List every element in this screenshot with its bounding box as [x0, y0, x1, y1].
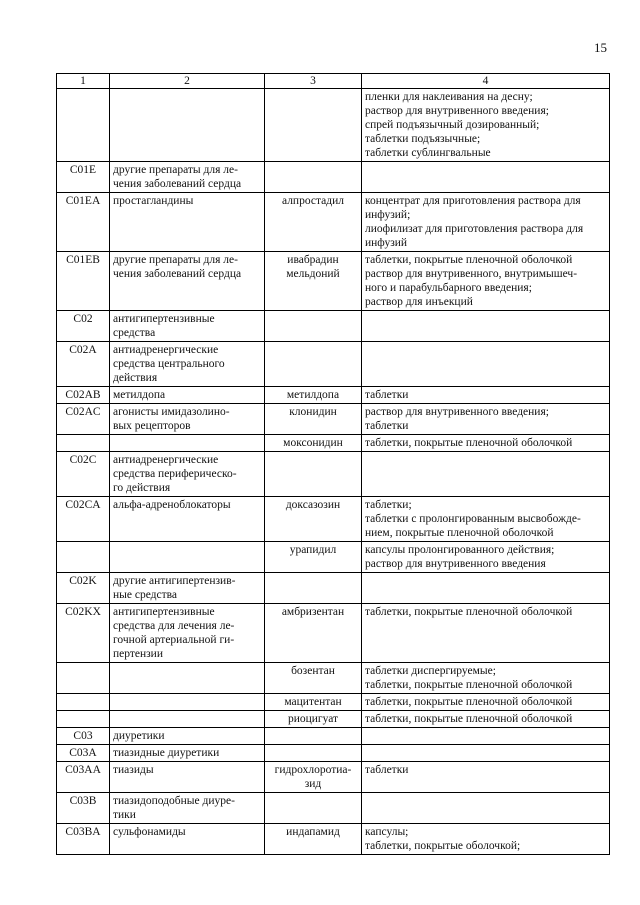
cell-line: средства — [113, 327, 156, 339]
cell-line: чения заболеваний сердца — [113, 268, 242, 280]
table-row — [57, 252, 610, 311]
cell-line: раствор для внутривенного, внутримышеч- — [365, 268, 578, 280]
cell-line: зид — [304, 778, 322, 790]
cell-line: доксазозин — [285, 499, 341, 511]
cell-line: риоцигуат — [287, 713, 339, 725]
drug-name-cell — [265, 604, 362, 663]
group-name-cell — [110, 497, 265, 542]
group-name-cell — [110, 745, 265, 762]
cell-line: ные средства — [113, 589, 178, 601]
atc-code-cell: C02AC — [57, 404, 110, 435]
cell-line: другие антигипертензив- — [113, 575, 236, 587]
cell-line: простагландины — [113, 195, 194, 207]
cell-line: лиофилизат для приготовления раствора для — [365, 223, 584, 235]
cell-line: таблетки — [365, 764, 409, 776]
table-row — [57, 824, 610, 855]
table-row — [57, 311, 610, 342]
dosage-forms-cell — [362, 694, 610, 711]
table-row — [57, 745, 610, 762]
cell-line: таблетки, покрытые пленочной оболочкой — [365, 713, 573, 725]
drug-name-cell — [265, 728, 362, 745]
atc-code-cell — [57, 663, 110, 694]
drug-name-cell — [265, 89, 362, 162]
table-row — [57, 342, 610, 387]
atc-code-cell: C02KX — [57, 604, 110, 663]
atc-code-cell — [57, 435, 110, 452]
table-body — [57, 89, 610, 855]
drug-name-cell — [265, 745, 362, 762]
cell-line: раствор для внутривенного введения; — [365, 406, 549, 418]
cell-line: тики — [113, 809, 136, 821]
dosage-forms-cell — [362, 663, 610, 694]
atc-code-cell: C01E — [57, 162, 110, 193]
cell-line: раствор для внутривенного введения; — [365, 105, 549, 117]
atc-code-cell: C02C — [57, 452, 110, 497]
group-name-cell — [110, 728, 265, 745]
dosage-forms-cell — [362, 793, 610, 824]
cell-line: алпростадил — [281, 195, 344, 207]
dosage-forms-cell — [362, 573, 610, 604]
drug-name-cell — [265, 387, 362, 404]
drug-name-cell — [265, 711, 362, 728]
table-row — [57, 663, 610, 694]
cell-line: капсулы пролонгированного действия; — [365, 544, 555, 556]
table-row — [57, 542, 610, 573]
dosage-forms-cell — [362, 542, 610, 573]
drug-name-cell — [265, 573, 362, 604]
group-name-cell — [110, 663, 265, 694]
cell-line: антиадренергические — [113, 344, 219, 356]
page-number: 15 — [594, 40, 607, 55]
group-name-cell — [110, 604, 265, 663]
cell-line: действия — [113, 372, 158, 384]
table-row — [57, 793, 610, 824]
group-name-cell — [110, 711, 265, 728]
table-row — [57, 452, 610, 497]
cell-line: гочной артериальной ги- — [113, 634, 235, 646]
table-row — [57, 762, 610, 793]
group-name-cell — [110, 573, 265, 604]
group-name-cell — [110, 824, 265, 855]
cell-line: средства центрального — [113, 358, 225, 370]
cell-line: раствор для инъекций — [365, 296, 473, 308]
column-header: 4 — [362, 74, 610, 89]
dosage-forms-cell — [362, 387, 610, 404]
table-row — [57, 404, 610, 435]
dosage-forms-cell — [362, 762, 610, 793]
cell-line: агонисты имидазолино- — [113, 406, 230, 418]
cell-line: другие препараты для ле- — [113, 254, 238, 266]
atc-code-cell — [57, 694, 110, 711]
table-row — [57, 162, 610, 193]
atc-code-cell: C02CA — [57, 497, 110, 542]
group-name-cell — [110, 311, 265, 342]
group-name-cell — [110, 252, 265, 311]
atc-code-cell: C03A — [57, 745, 110, 762]
group-name-cell — [110, 387, 265, 404]
drug-name-cell — [265, 162, 362, 193]
drug-name-cell — [265, 252, 362, 311]
cell-line: спрей подъязычный дозированный; — [365, 119, 540, 131]
dosage-forms-cell — [362, 311, 610, 342]
column-header: 1 — [57, 74, 110, 89]
cell-line: таблетки с пролонгированным высвобожде- — [365, 513, 581, 525]
cell-line: гидрохлоротиа- — [274, 764, 352, 776]
drug-name-cell — [265, 824, 362, 855]
drug-name-cell — [265, 542, 362, 573]
dosage-forms-cell — [362, 162, 610, 193]
atc-code-cell: C01EA — [57, 193, 110, 252]
cell-line: таблетки диспергируемые; — [365, 665, 496, 677]
dosage-forms-cell — [362, 435, 610, 452]
cell-line: другие препараты для ле- — [113, 164, 238, 176]
atc-code-cell: C02 — [57, 311, 110, 342]
dosage-forms-cell — [362, 252, 610, 311]
drug-name-cell — [265, 762, 362, 793]
cell-line: таблетки; — [365, 499, 412, 511]
cell-line: таблетки — [365, 389, 409, 401]
table-row — [57, 728, 610, 745]
cell-line: бозентан — [291, 665, 335, 677]
cell-line: средства периферическо- — [113, 468, 237, 480]
atc-code-cell: C02K — [57, 573, 110, 604]
cell-line: капсулы; — [365, 826, 409, 838]
dosage-forms-cell — [362, 604, 610, 663]
cell-line: метилдопа — [113, 389, 166, 401]
group-name-cell — [110, 193, 265, 252]
group-name-cell — [110, 162, 265, 193]
table-row — [57, 435, 610, 452]
cell-line: таблетки, покрытые пленочной оболочкой — [365, 437, 573, 449]
dosage-forms-cell — [362, 824, 610, 855]
drug-name-cell — [265, 497, 362, 542]
column-header: 3 — [265, 74, 362, 89]
atc-code-cell: C03AA — [57, 762, 110, 793]
table-row — [57, 387, 610, 404]
cell-line: концентрат для приготовления раствора для — [365, 195, 581, 207]
cell-line: нием, покрытые пленочной оболочкой — [365, 527, 554, 539]
atc-code-cell — [57, 711, 110, 728]
cell-line: ивабрадин — [287, 254, 339, 266]
table-row — [57, 193, 610, 252]
table-row — [57, 694, 610, 711]
atc-code-cell: C01EB — [57, 252, 110, 311]
cell-line: пленки для наклеивания на десну; — [365, 91, 533, 103]
atc-code-cell: C03BA — [57, 824, 110, 855]
cell-line: индапамид — [286, 826, 340, 838]
cell-line: средства для лечения ле- — [113, 620, 235, 632]
group-name-cell — [110, 762, 265, 793]
dosage-forms-cell — [362, 497, 610, 542]
column-header: 2 — [110, 74, 265, 89]
group-name-cell — [110, 404, 265, 435]
cell-line: мельдоний — [286, 268, 340, 280]
atc-code-cell — [57, 542, 110, 573]
atc-code-cell: C03 — [57, 728, 110, 745]
table-row — [57, 604, 610, 663]
drug-name-cell — [265, 663, 362, 694]
cell-line: метилдопа — [286, 389, 340, 401]
cell-line: клонидин — [289, 406, 337, 418]
cell-line: таблетки, покрытые оболочкой; — [365, 840, 521, 852]
cell-line: тиазидные диуретики — [113, 747, 220, 759]
cell-line: го действия — [113, 482, 171, 494]
dosage-forms-cell — [362, 193, 610, 252]
group-name-cell — [110, 342, 265, 387]
group-name-cell — [110, 89, 265, 162]
cell-line: антигипертензивные — [113, 606, 215, 618]
cell-line: альфа-адреноблокаторы — [113, 499, 231, 511]
cell-line: ного и парабульбарного введения; — [365, 282, 532, 294]
cell-line: таблетки, покрытые пленочной оболочкой — [365, 696, 573, 708]
cell-line: антиадренергические — [113, 454, 219, 466]
dosage-forms-cell — [362, 728, 610, 745]
cell-line: раствор для внутривенного введения — [365, 558, 546, 570]
dosage-forms-cell — [362, 452, 610, 497]
drug-name-cell — [265, 452, 362, 497]
cell-line: пертензии — [113, 648, 163, 660]
drug-name-cell — [265, 793, 362, 824]
dosage-forms-cell — [362, 89, 610, 162]
cell-line: инфузий; — [365, 209, 411, 221]
cell-line: диуретики — [113, 730, 165, 742]
drug-name-cell — [265, 404, 362, 435]
group-name-cell — [110, 542, 265, 573]
cell-line: таблетки подъязычные; — [365, 133, 481, 145]
table-row — [57, 573, 610, 604]
dosage-forms-cell — [362, 711, 610, 728]
drug-name-cell — [265, 311, 362, 342]
cell-line: таблетки — [365, 420, 409, 432]
table-row — [57, 497, 610, 542]
dosage-forms-cell — [362, 404, 610, 435]
drug-name-cell — [265, 342, 362, 387]
cell-line: тиазидоподобные диуре- — [113, 795, 235, 807]
atc-code-cell: C02AB — [57, 387, 110, 404]
header-row — [57, 74, 610, 89]
cell-line: вых рецепторов — [113, 420, 191, 432]
group-name-cell — [110, 452, 265, 497]
group-name-cell — [110, 435, 265, 452]
drug-name-cell — [265, 193, 362, 252]
cell-line: амбризентан — [281, 606, 345, 618]
cell-line: моксонидин — [283, 437, 343, 449]
group-name-cell — [110, 694, 265, 711]
cell-line: таблетки сублингвальные — [365, 147, 491, 159]
dosage-forms-cell — [362, 342, 610, 387]
cell-line: инфузий — [365, 237, 408, 249]
atc-code-cell: C03B — [57, 793, 110, 824]
cell-line: таблетки, покрытые пленочной оболочкой — [365, 606, 573, 618]
cell-line: сульфонамиды — [113, 826, 186, 838]
cell-line: мацитентан — [284, 696, 342, 708]
group-name-cell — [110, 793, 265, 824]
cell-line: антигипертензивные — [113, 313, 215, 325]
cell-line: таблетки, покрытые пленочной оболочкой — [365, 254, 573, 266]
cell-line: чения заболеваний сердца — [113, 178, 242, 190]
drug-name-cell — [265, 435, 362, 452]
drug-table — [56, 73, 610, 855]
table-row — [57, 711, 610, 728]
table-row — [57, 89, 610, 162]
dosage-forms-cell — [362, 745, 610, 762]
cell-line: таблетки, покрытые пленочной оболочкой — [365, 679, 573, 691]
drug-name-cell — [265, 694, 362, 711]
cell-line: тиазиды — [113, 764, 154, 776]
atc-code-cell — [57, 89, 110, 162]
atc-code-cell: C02A — [57, 342, 110, 387]
cell-line: урапидил — [289, 544, 337, 556]
